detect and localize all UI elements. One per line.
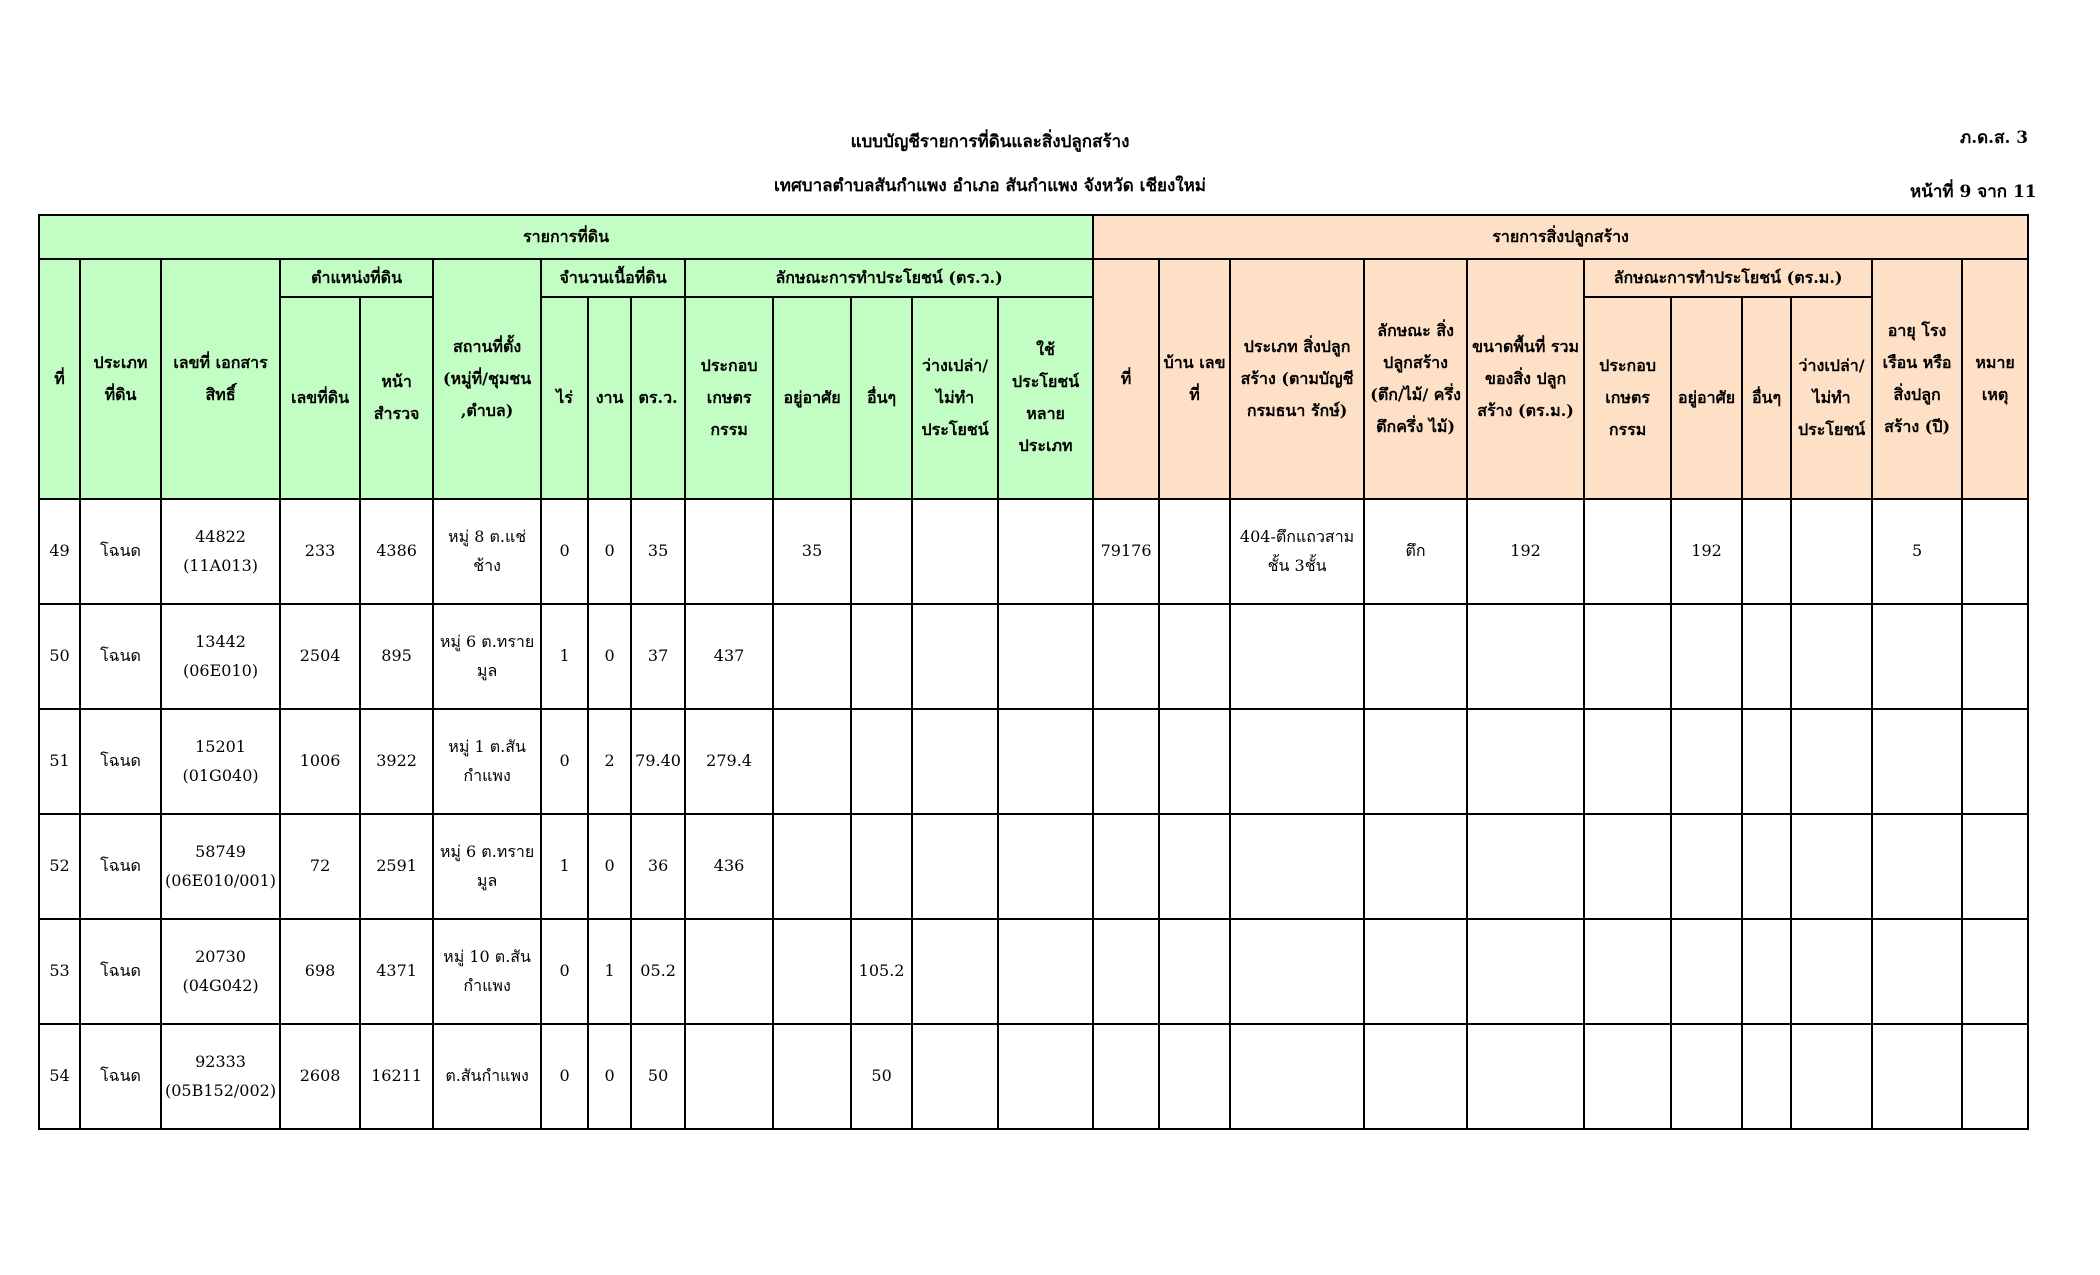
cell-b-no: [1093, 919, 1159, 1024]
cell-parcel-no: 2608: [280, 1024, 360, 1129]
col-building-other: อื่นๆ: [1742, 297, 1791, 499]
doc-code: (11A013): [183, 555, 258, 575]
cell-agri: 437: [685, 604, 773, 709]
cell-ngan: 1: [588, 919, 631, 1024]
cell-b-other: [1742, 919, 1791, 1024]
cell-b-no: [1093, 604, 1159, 709]
cell-location: หมู่ 6 ต.ทราย มูล: [433, 814, 541, 919]
cell-other: 50: [851, 1024, 912, 1129]
cell-b-nature: [1364, 814, 1467, 919]
cell-land-type: โฉนด: [80, 919, 161, 1024]
cell-rai: 1: [541, 814, 588, 919]
doc-number: 20730: [195, 946, 246, 966]
cell-b-other: [1742, 1024, 1791, 1129]
cell-b-type: [1230, 919, 1364, 1024]
cell-doc-no: [161, 919, 280, 1024]
col-land-residence: อยู่อาศัย: [773, 297, 851, 499]
cell-b-agri: [1584, 814, 1671, 919]
land-building-table: [38, 214, 2029, 1130]
cell-b-age: [1872, 814, 1962, 919]
cell-b-type: [1230, 814, 1364, 919]
cell-land-type: โฉนด: [80, 1024, 161, 1129]
cell-land-type: โฉนด: [80, 709, 161, 814]
cell-b-agri: [1584, 919, 1671, 1024]
cell-b-residence: [1671, 814, 1742, 919]
cell-other: [851, 814, 912, 919]
col-no: ที่: [39, 259, 80, 499]
cell-agri: 436: [685, 814, 773, 919]
cell-ngan: 2: [588, 709, 631, 814]
cell-rai: 0: [541, 1024, 588, 1129]
page-number: หน้าที่ 9 จาก 11: [1910, 182, 2037, 202]
cell-b-other: [1742, 709, 1791, 814]
table-row: [39, 1024, 2028, 1129]
cell-no: 53: [39, 919, 80, 1024]
cell-b-vacant: [1791, 499, 1872, 604]
col-land-other: อื่นๆ: [851, 297, 912, 499]
cell-doc-no: [161, 1024, 280, 1129]
cell-b-nature: [1364, 709, 1467, 814]
group-land-header: รายการที่ดิน: [39, 215, 1093, 259]
cell-residence: [773, 919, 851, 1024]
cell-b-nature: [1364, 604, 1467, 709]
col-land-agri: ประกอบ เกษตร กรรม: [685, 297, 773, 499]
col-building-agri: ประกอบ เกษตร กรรม: [1584, 297, 1671, 499]
cell-other: [851, 499, 912, 604]
cell-ngan: 0: [588, 604, 631, 709]
cell-other: 105.2: [851, 919, 912, 1024]
col-ngan: งาน: [588, 297, 631, 499]
col-building-nature: ลักษณะ สิ่ง ปลูกสร้าง (ตึก/ไม้/ ครึ่งตึกครึ่ง ไม้): [1364, 259, 1467, 499]
cell-rai: 1: [541, 604, 588, 709]
cell-no: 52: [39, 814, 80, 919]
cell-parcel-no: 72: [280, 814, 360, 919]
cell-residence: [773, 709, 851, 814]
cell-no: 51: [39, 709, 80, 814]
col-building-no: ที่: [1093, 259, 1159, 499]
cell-b-vacant: [1791, 814, 1872, 919]
cell-doc-no: [161, 814, 280, 919]
cell-b-vacant: [1791, 919, 1872, 1024]
cell-b-nature: [1364, 1024, 1467, 1129]
cell-parcel-no: 698: [280, 919, 360, 1024]
page-subtitle: เทศบาลตำบลสันกำแพง อำเภอ สันกำแพง จังหวัด เชียงใหม่: [774, 176, 1206, 196]
cell-no: 49: [39, 499, 80, 604]
cell-rai: 0: [541, 499, 588, 604]
cell-land-type: โฉนด: [80, 499, 161, 604]
cell-vacant: [912, 499, 998, 604]
cell-wa: 35: [631, 499, 685, 604]
cell-b-type: [1230, 709, 1364, 814]
col-land-multi: ใช้ ประโยชน์ หลาย ประเภท: [998, 297, 1093, 499]
col-building-usage-group: ลักษณะการทำประโยชน์ (ตร.ม.): [1584, 259, 1872, 297]
cell-land-type: โฉนด: [80, 604, 161, 709]
cell-b-residence: [1671, 919, 1742, 1024]
col-building-residence: อยู่อาศัย: [1671, 297, 1742, 499]
cell-b-area: [1467, 814, 1584, 919]
cell-house-no: [1159, 919, 1230, 1024]
col-building-total-area: ขนาดพื้นที่ รวม ของสิ่ง ปลูกสร้าง (ตร.ม.): [1467, 259, 1584, 499]
cell-house-no: [1159, 814, 1230, 919]
cell-survey-page: 16211: [360, 1024, 433, 1129]
doc-code: (06E010/001): [165, 870, 277, 890]
cell-other: [851, 604, 912, 709]
cell-parcel-no: 1006: [280, 709, 360, 814]
cell-b-other: [1742, 499, 1791, 604]
cell-b-residence: [1671, 709, 1742, 814]
table-row: [39, 499, 2028, 604]
table-row: [39, 604, 2028, 709]
cell-multi: [998, 604, 1093, 709]
cell-other: [851, 709, 912, 814]
cell-b-no: 79176: [1093, 499, 1159, 604]
cell-b-nature: [1364, 919, 1467, 1024]
table-row: [39, 919, 2028, 1024]
cell-location: หมู่ 6 ต.ทราย มูล: [433, 604, 541, 709]
cell-land-type: โฉนด: [80, 814, 161, 919]
cell-residence: [773, 1024, 851, 1129]
cell-ngan: 0: [588, 814, 631, 919]
cell-b-agri: [1584, 1024, 1671, 1129]
cell-b-residence: 192: [1671, 499, 1742, 604]
cell-b-vacant: [1791, 604, 1872, 709]
cell-b-agri: [1584, 499, 1671, 604]
cell-b-area: [1467, 919, 1584, 1024]
cell-b-area: [1467, 1024, 1584, 1129]
doc-code: (05B152/002): [165, 1080, 277, 1100]
cell-b-nature: ตึก: [1364, 499, 1467, 604]
doc-number: 15201: [195, 736, 246, 756]
doc-number: 58749: [195, 841, 246, 861]
cell-rai: 0: [541, 919, 588, 1024]
cell-wa: 50: [631, 1024, 685, 1129]
cell-b-agri: [1584, 709, 1671, 814]
cell-house-no: [1159, 1024, 1230, 1129]
cell-location: หมู่ 8 ต.แช่ช้าง: [433, 499, 541, 604]
col-land-type: ประเภท ที่ดิน: [80, 259, 161, 499]
col-building-age: อายุ โรงเรือน หรือ สิ่งปลูก สร้าง (ปี): [1872, 259, 1962, 499]
cell-remark: [1962, 499, 2028, 604]
cell-residence: 35: [773, 499, 851, 604]
col-remark: หมาย เหตุ: [1962, 259, 2028, 499]
cell-b-age: [1872, 919, 1962, 1024]
cell-survey-page: 4386: [360, 499, 433, 604]
cell-b-residence: [1671, 604, 1742, 709]
col-area-group: จำนวนเนื้อที่ดิน: [541, 259, 685, 297]
cell-survey-page: 895: [360, 604, 433, 709]
col-parcel-no: เลขที่ดิน: [280, 297, 360, 499]
col-doc-no: เลขที่ เอกสาร สิทธิ์: [161, 259, 280, 499]
cell-remark: [1962, 1024, 2028, 1129]
cell-house-no: [1159, 709, 1230, 814]
cell-survey-page: 4371: [360, 919, 433, 1024]
col-building-vacant: ว่างเปล่า/ ไม่ทำ ประโยชน์: [1791, 297, 1872, 499]
cell-vacant: [912, 814, 998, 919]
cell-agri: [685, 919, 773, 1024]
cell-wa: 37: [631, 604, 685, 709]
cell-doc-no: [161, 709, 280, 814]
cell-location: ต.สันกำแพง: [433, 1024, 541, 1129]
cell-b-vacant: [1791, 1024, 1872, 1129]
cell-b-area: [1467, 709, 1584, 814]
cell-b-age: 5: [1872, 499, 1962, 604]
doc-number: 13442: [195, 631, 246, 651]
col-land-vacant: ว่างเปล่า/ ไม่ทำ ประโยชน์: [912, 297, 998, 499]
cell-residence: [773, 604, 851, 709]
cell-agri: 279.4: [685, 709, 773, 814]
cell-b-type: 404-ตึกแถวสาม ชั้น 3ชั้น: [1230, 499, 1364, 604]
cell-vacant: [912, 1024, 998, 1129]
cell-parcel-no: 233: [280, 499, 360, 604]
cell-no: 50: [39, 604, 80, 709]
col-position-group: ตำแหน่งที่ดิน: [280, 259, 433, 297]
cell-b-other: [1742, 814, 1791, 919]
cell-b-age: [1872, 1024, 1962, 1129]
form-code: ภ.ด.ส. 3: [1960, 128, 2029, 148]
cell-wa: 05.2: [631, 919, 685, 1024]
cell-remark: [1962, 604, 2028, 709]
cell-b-age: [1872, 709, 1962, 814]
cell-wa: 36: [631, 814, 685, 919]
cell-remark: [1962, 709, 2028, 814]
cell-vacant: [912, 709, 998, 814]
cell-doc-no: [161, 604, 280, 709]
page-title: แบบบัญชีรายการที่ดินและสิ่งปลูกสร้าง: [850, 132, 1130, 152]
table-row: [39, 709, 2028, 814]
cell-vacant: [912, 604, 998, 709]
cell-ngan: 0: [588, 1024, 631, 1129]
cell-agri: [685, 499, 773, 604]
cell-b-area: [1467, 604, 1584, 709]
doc-number: 92333: [195, 1051, 246, 1071]
cell-b-no: [1093, 814, 1159, 919]
cell-b-residence: [1671, 1024, 1742, 1129]
cell-b-no: [1093, 1024, 1159, 1129]
doc-code: (04G042): [182, 975, 259, 995]
cell-doc-no: [161, 499, 280, 604]
cell-house-no: [1159, 604, 1230, 709]
cell-b-type: [1230, 1024, 1364, 1129]
cell-multi: [998, 499, 1093, 604]
group-building-header: รายการสิ่งปลูกสร้าง: [1093, 215, 2028, 259]
cell-b-no: [1093, 709, 1159, 814]
col-wa: ตร.ว.: [631, 297, 685, 499]
cell-b-vacant: [1791, 709, 1872, 814]
cell-survey-page: 2591: [360, 814, 433, 919]
cell-b-age: [1872, 604, 1962, 709]
doc-number: 44822: [195, 526, 246, 546]
col-building-type: ประเภท สิ่งปลูกสร้าง (ตามบัญชี กรมธนา รักษ์): [1230, 259, 1364, 499]
cell-ngan: 0: [588, 499, 631, 604]
table-row: [39, 814, 2028, 919]
col-rai: ไร่: [541, 297, 588, 499]
cell-b-agri: [1584, 604, 1671, 709]
cell-residence: [773, 814, 851, 919]
cell-survey-page: 3922: [360, 709, 433, 814]
cell-house-no: [1159, 499, 1230, 604]
cell-b-other: [1742, 604, 1791, 709]
cell-b-area: 192: [1467, 499, 1584, 604]
cell-no: 54: [39, 1024, 80, 1129]
cell-wa: 79.40: [631, 709, 685, 814]
doc-code: (01G040): [182, 765, 259, 785]
cell-multi: [998, 1024, 1093, 1129]
cell-remark: [1962, 814, 2028, 919]
cell-multi: [998, 919, 1093, 1024]
cell-multi: [998, 709, 1093, 814]
cell-vacant: [912, 919, 998, 1024]
cell-parcel-no: 2504: [280, 604, 360, 709]
doc-code: (06E010): [183, 660, 259, 680]
cell-location: หมู่ 1 ต.สัน กำแพง: [433, 709, 541, 814]
col-land-usage-group: ลักษณะการทำประโยชน์ (ตร.ว.): [685, 259, 1093, 297]
col-survey-page: หน้า สำรวจ: [360, 297, 433, 499]
cell-multi: [998, 814, 1093, 919]
cell-remark: [1962, 919, 2028, 1024]
cell-location: หมู่ 10 ต.สัน กำแพง: [433, 919, 541, 1024]
col-house-no: บ้าน เลขที่: [1159, 259, 1230, 499]
cell-agri: [685, 1024, 773, 1129]
cell-rai: 0: [541, 709, 588, 814]
table-body: [39, 499, 2028, 1129]
cell-b-type: [1230, 604, 1364, 709]
col-location: สถานที่ตั้ง (หมู่ที่/ชุมชน ,ตำบล): [433, 259, 541, 499]
